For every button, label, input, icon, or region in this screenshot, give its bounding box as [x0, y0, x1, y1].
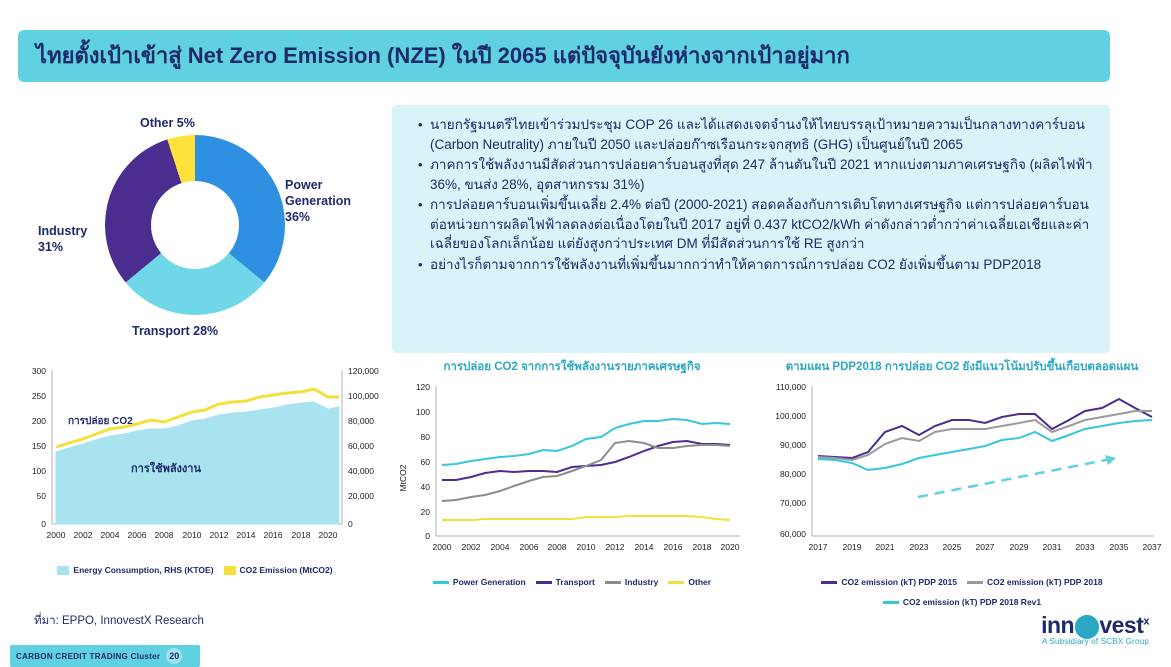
- svg-text:2002: 2002: [73, 530, 93, 540]
- chart2-svg: [392, 380, 752, 570]
- svg-text:2006: 2006: [519, 542, 539, 552]
- svg-text:0: 0: [41, 519, 46, 529]
- legend-swatch: [536, 581, 552, 584]
- svg-text:60: 60: [420, 457, 430, 467]
- svg-text:70,000: 70,000: [780, 498, 806, 508]
- legend-item-pdp-2015: [821, 577, 957, 587]
- bullet-list: [402, 115, 1096, 274]
- trend-arrow-head: [1105, 455, 1116, 465]
- pdp2018-co2-projection-chart: [758, 358, 1166, 607]
- legend-label: CO2 Emission (MtCO2): [239, 565, 333, 575]
- svg-text:60,000: 60,000: [348, 441, 374, 451]
- svg-text:2012: 2012: [605, 542, 625, 552]
- svg-text:2021: 2021: [875, 542, 895, 552]
- chart3-legend: [758, 577, 1166, 607]
- donut-label-other: Other 5%: [140, 116, 195, 130]
- legend-label: CO2 emission (kT) PDP 2018: [987, 577, 1103, 587]
- donut-ring: [105, 135, 285, 315]
- svg-text:2029: 2029: [1009, 542, 1029, 552]
- annotation-energy-use: การใช้พลังงาน: [130, 463, 202, 475]
- svg-text:2002: 2002: [461, 542, 481, 552]
- svg-text:2035: 2035: [1109, 542, 1129, 552]
- legend-label: Industry: [624, 577, 659, 587]
- legend-item-power-generation: [433, 577, 526, 587]
- legend-label: Power Generation: [452, 577, 526, 587]
- page-title: ไทยตั้งเป้าเข้าสู่ Net Zero Emission (NZE) ในปี 2065 แต่ปัจจุบันยังห่างจากเป้าอยู่มาก: [36, 43, 850, 68]
- legend-item-pdp-2018-rev1: [883, 597, 1041, 607]
- donut-label-transport: Transport 28%: [132, 324, 219, 338]
- chart1-svg: [6, 362, 384, 558]
- chart3-svg: [758, 380, 1166, 570]
- svg-text:2018: 2018: [692, 542, 712, 552]
- svg-text:2027: 2027: [975, 542, 995, 552]
- svg-text:2033: 2033: [1075, 542, 1095, 552]
- legend-label: CO2 emission (kT) PDP 2018 Rev1: [902, 597, 1042, 607]
- svg-text:2023: 2023: [909, 542, 929, 552]
- legend-label: Other: [688, 577, 712, 587]
- legend-swatch: [821, 581, 837, 584]
- legend-item-pdp-2018: [967, 577, 1103, 587]
- svg-text:120: 120: [415, 382, 430, 392]
- svg-text:90,000: 90,000: [780, 440, 806, 450]
- legend-swatch: [967, 581, 983, 584]
- trend-arrow-line: [918, 458, 1116, 497]
- series-pdp-2018-rev1: [818, 420, 1152, 470]
- co2-by-sector-chart: [392, 358, 752, 590]
- svg-text:40: 40: [420, 482, 430, 492]
- svg-text:40,000: 40,000: [348, 466, 374, 476]
- bullet-item: • อย่างไรก็ตามจากการใช้พลังงานที่เพิ่มขึ้นมากกว่าทำให้คาดการณ์การปล่อย CO2 ยังเพิ่มขึ้นตาม PDP2018: [418, 255, 1096, 275]
- svg-text:2004: 2004: [490, 542, 510, 552]
- legend-swatch: [224, 566, 236, 575]
- svg-text:2020: 2020: [318, 530, 338, 540]
- svg-text:2025: 2025: [942, 542, 962, 552]
- legend-label: Transport: [555, 577, 595, 587]
- svg-text:20: 20: [420, 507, 430, 517]
- svg-text:2008: 2008: [547, 542, 567, 552]
- bullet-item: • การปล่อยคาร์บอนเพิ่มขึ้นเฉลี่ย 2.4% ต่อปี (2000-2021) สอดคล้องกับการเติบโตทางเศรษฐกิจ แต่การปล่อยคาร์บอนต่อหน่วยการผลิตไฟฟ้าลดลงต่อเนื่องโดยในปี 2017 อยู่ที่ 0.437 ktCO2/kWh ค่าดังกล่าวต่ำกว่าค่าเฉลี่ยเอเชียและค่าเฉลี่ยของโลกเล็กน้อย แต่ยังสูงกว่าประเทศ DM ที่มีสัดส่วนการใช้ RE สูงกว่า: [418, 195, 1096, 254]
- svg-text:100: 100: [31, 466, 46, 476]
- legend-swatch: [668, 581, 684, 584]
- series-other: [442, 516, 730, 520]
- svg-text:2014: 2014: [236, 530, 256, 540]
- svg-text:2010: 2010: [182, 530, 202, 540]
- svg-text:20,000: 20,000: [348, 491, 374, 501]
- brand-superscript: x: [1143, 615, 1149, 628]
- chart2-title: การปล่อย CO2 จากการใช้พลังงานรายภาคเศรษฐกิจ: [443, 361, 701, 373]
- energy-consumption-co2-chart: [6, 362, 384, 592]
- chart2-ylabel: MtCO2: [398, 464, 408, 492]
- svg-text:120,000: 120,000: [348, 366, 379, 376]
- svg-text:100,000: 100,000: [348, 391, 379, 401]
- legend-swatch: [883, 601, 899, 604]
- key-points-panel: [392, 105, 1110, 353]
- legend-swatch: [605, 581, 621, 584]
- bullet-item: • นายกรัฐมนตรีไทยเข้าร่วมประชุม COP 26 และได้แสดงเจตจำนงให้ไทยบรรลุเป้าหมายความเป็นกลางทางคาร์บอน (Carbon Neutrality) ภายในปี 2050 และปล่อยก๊าซเรือนกระจกสุทธิ (GHG) เป็นศูนย์ในปี 2065: [418, 115, 1096, 154]
- svg-text:50: 50: [36, 491, 46, 501]
- svg-text:0: 0: [348, 519, 353, 529]
- svg-text:2004: 2004: [100, 530, 120, 540]
- svg-text:110,000: 110,000: [775, 382, 806, 392]
- svg-text:2017: 2017: [808, 542, 828, 552]
- svg-text:2014: 2014: [634, 542, 654, 552]
- svg-text:60,000: 60,000: [780, 529, 806, 539]
- legend-item-energy-consumption: [57, 565, 213, 575]
- svg-text:2000: 2000: [432, 542, 452, 552]
- svg-text:2031: 2031: [1042, 542, 1062, 552]
- svg-text:80,000: 80,000: [348, 416, 374, 426]
- legend-label: CO2 emission (kT) PDP 2015: [841, 577, 957, 587]
- svg-text:2008: 2008: [154, 530, 174, 540]
- series-industry: [442, 441, 730, 501]
- slide-number: 20: [166, 648, 182, 664]
- svg-text:2010: 2010: [576, 542, 596, 552]
- svg-text:2020: 2020: [720, 542, 740, 552]
- bullet-item: • ภาคการใช้พลังงานมีสัดส่วนการปล่อยคาร์บอนสูงที่สุด 247 ล้านตันในปี 2021 หากแบ่งตามภาคเศรษฐกิจ (ผลิตไฟฟ้า 36%, ขนส่ง 28%, อุตสาหกรรม 31%): [418, 155, 1096, 194]
- brand-subtitle: A Subsidiary of SCBX Group: [1041, 637, 1149, 646]
- svg-text:2016: 2016: [263, 530, 283, 540]
- chart2-legend: [392, 577, 752, 587]
- footer-cluster-tag: [10, 645, 200, 667]
- chart1-legend: [6, 565, 384, 575]
- svg-text:150: 150: [31, 441, 46, 451]
- svg-text:2037: 2037: [1142, 542, 1162, 552]
- legend-label: Energy Consumption, RHS (KTOE): [73, 565, 214, 575]
- donut-label-power-generation: Power Generation 36%: [285, 178, 351, 224]
- donut-label-industry: Industry 31%: [38, 224, 88, 254]
- svg-text:2000: 2000: [46, 530, 66, 540]
- svg-text:80: 80: [420, 432, 430, 442]
- footer-cluster-label: CARBON CREDIT TRADING Cluster: [16, 651, 161, 661]
- svg-text:100: 100: [415, 407, 430, 417]
- legend-swatch: [433, 581, 449, 584]
- legend-item-other: [668, 577, 711, 587]
- brand-logo: [1041, 612, 1149, 646]
- svg-text:2019: 2019: [842, 542, 862, 552]
- legend-item-co2-emission: [224, 565, 333, 575]
- legend-item-transport: [536, 577, 595, 587]
- legend-item-industry: [605, 577, 659, 587]
- source-note: ที่มา: EPPO, InnovestX Research: [34, 615, 204, 627]
- svg-text:250: 250: [31, 391, 46, 401]
- emission-share-donut-chart: [10, 105, 385, 355]
- chart3-title: ตามแผน PDP2018 การปล่อย CO2 ยังมีแนวโน้มปรับขึ้นเกือบตลอดแผน: [785, 361, 1139, 373]
- legend-swatch: [57, 566, 69, 575]
- svg-text:80,000: 80,000: [780, 469, 806, 479]
- svg-text:2012: 2012: [209, 530, 229, 540]
- svg-text:100,000: 100,000: [775, 411, 806, 421]
- svg-text:2006: 2006: [127, 530, 147, 540]
- brand-name: inn⬤vest$^x$: [1041, 612, 1149, 638]
- svg-text:300: 300: [31, 366, 46, 376]
- svg-text:2016: 2016: [663, 542, 683, 552]
- svg-text:0: 0: [425, 531, 430, 541]
- svg-text:200: 200: [31, 416, 46, 426]
- svg-text:2018: 2018: [291, 530, 311, 540]
- annotation-co2: การปล่อย CO2: [68, 416, 133, 427]
